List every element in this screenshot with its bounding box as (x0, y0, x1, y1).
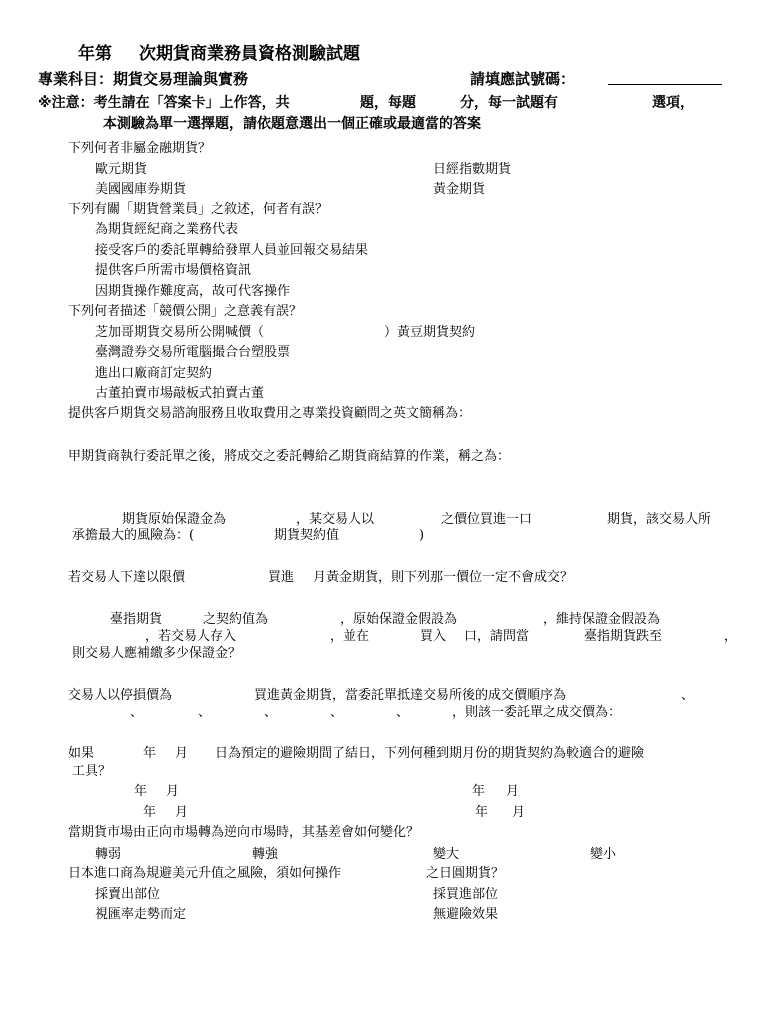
notice-part-3: 分，每一試題有 (460, 95, 558, 111)
q6-text-3: 之價位買進一口 (441, 512, 533, 527)
q10-text-4: 日為預定的避險期間了結日，下列何種到期月份的期貨契約為較適合的避險 (215, 746, 645, 761)
notice-part-2: 題，每題 (360, 95, 416, 111)
q7-text-1: 若交易人下達以限價 (68, 570, 186, 585)
q3-option-d: 古董拍賣市場敲板式拍賣古董 (95, 386, 265, 401)
q3-stem: 下列何者描述「競價公開」之意義有誤？ (68, 304, 303, 319)
q9-separator: 、 (330, 705, 344, 720)
q8-text-1: 臺指期貨 (110, 612, 163, 627)
q10-option-b-year: 年 (472, 784, 486, 799)
q12-option-b: 採買進部位 (433, 887, 499, 902)
q9-text-4: ，則該一委託單之成交價為： (452, 705, 622, 720)
exam-number-label: 請填應試號碼： (470, 70, 576, 88)
q8-text-5: ，若交易人存入 (145, 629, 237, 644)
q10-text-5: 工具？ (72, 764, 112, 779)
q10-text-2: 年 (143, 746, 157, 761)
q6-text-5: 承擔最大的風險為：( (72, 528, 195, 543)
q11-option-b: 轉強 (252, 847, 279, 862)
q1-option-d: 黃金期貨 (433, 182, 486, 197)
q9-text-3: 、 (681, 688, 695, 703)
instruction: 本測驗為單一選擇題，請依題意選出一個正確或最適當的答案 (103, 116, 481, 132)
q10-option-a-year: 年 (134, 784, 148, 799)
q8-text-4: ，維持保證金假設為 (543, 612, 661, 627)
q9-text-1: 交易人以停損價為 (68, 688, 173, 703)
q2-option-c: 提供客戶所需市場價格資訊 (95, 263, 252, 278)
q2-option-d: 因期貨操作難度高，故可代客操作 (95, 284, 291, 299)
q6-text-7: ) (419, 528, 425, 543)
q10-option-d-year: 年 (475, 805, 489, 820)
q2-option-a: 為期貨經紀商之業務代表 (95, 222, 239, 237)
q7-text-2: 買進 (268, 570, 295, 585)
q6-text-4: 期貨，該交易人所 (607, 512, 712, 527)
q1-stem: 下列何者非屬金融期貨？ (68, 141, 212, 156)
notice-part-1: ※注意：考生請在「答案卡」上作答，共 (38, 95, 290, 111)
q1-option-b: 日經指數期貨 (433, 162, 512, 177)
q12-stem-part1: 日本進口商為規避美元升值之風險，須如何操作 (68, 866, 342, 881)
q9-text-2: 買進黃金期貨，當委託單抵達交易所後的成交價順序為 (254, 688, 567, 703)
q5-stem: 甲期貨商執行委託單之後，將成交之委託轉給乙期貨商結算的作業，稱之為： (68, 449, 511, 464)
q10-text-3: 月 (175, 746, 189, 761)
q1-option-c: 美國國庫券期貨 (95, 182, 187, 197)
q8-text-11: 則交易人應補繳多少保證金？ (72, 646, 242, 661)
q6-text-6: 期貨契約值 (274, 528, 340, 543)
q10-option-a-month: 月 (166, 784, 180, 799)
q12-option-a: 採賣出部位 (95, 887, 161, 902)
q1-option-a: 歐元期貨 (95, 162, 148, 177)
q10-option-c-year: 年 (143, 805, 157, 820)
q11-option-a: 轉弱 (95, 847, 122, 862)
q12-option-c: 視匯率走勢而定 (95, 907, 187, 922)
q7-text-3: 月黃金期貨，則下列那一價位一定不會成交？ (313, 570, 574, 585)
notice-part-4: 選項， (652, 95, 694, 111)
q3-option-c: 進出口廠商訂定契約 (95, 366, 213, 381)
q12-stem-part2: 之日圓期貨？ (426, 866, 505, 881)
q3-option-a-part2: ）黃豆期貨契約 (384, 325, 476, 340)
exam-number-field[interactable] (608, 84, 722, 85)
q8-text-6: ，並在 (330, 629, 370, 644)
q9-separator: 、 (198, 705, 212, 720)
q9-separator: 、 (264, 705, 278, 720)
q10-option-b-month: 月 (506, 784, 520, 799)
q8-text-3: ，原始保證金假設為 (340, 612, 458, 627)
q10-option-c-month: 月 (175, 805, 189, 820)
q10-option-d-month: 月 (512, 805, 526, 820)
q8-text-2: 之契約值為 (203, 612, 269, 627)
q8-text-10: ， (724, 629, 738, 644)
q8-text-8: 口，請問當 (464, 629, 530, 644)
q2-stem: 下列有關「期貨營業員」之敘述，何者有誤？ (68, 202, 329, 217)
q8-text-9: 臺指期貨跌至 (584, 629, 663, 644)
q3-option-b: 臺灣證券交易所電腦撮合台塑股票 (95, 345, 291, 360)
page-title: 次期貨商業務員資格測驗試題 (139, 44, 360, 64)
q11-stem: 當期貨市場由正向市場轉為逆向市場時，其基差會如何變化？ (68, 825, 420, 840)
q12-option-d: 無避險效果 (433, 907, 499, 922)
q11-option-c: 變大 (433, 847, 460, 862)
q10-text-1: 如果 (68, 746, 95, 761)
q3-option-a-part1: 芝加哥期貨交易所公開喊價（ (95, 325, 265, 340)
q8-text-7: 買入 (420, 629, 447, 644)
q9-separator: 、 (130, 705, 144, 720)
q2-option-b: 接受客戶的委託單轉給發單人員並回報交易結果 (95, 243, 369, 258)
q4-stem: 提供客戶期貨交易諮詢服務且收取費用之專業投資顧問之英文簡稱為： (68, 406, 472, 421)
title-year-prefix: 年第 (78, 44, 112, 64)
subject-label: 專業科目：期貨交易理論與實務 (38, 70, 249, 88)
q11-option-d: 變小 (590, 847, 617, 862)
q6-text-2: ，某交易人以 (296, 512, 375, 527)
q9-separator: 、 (396, 705, 410, 720)
q6-text-1: 期貨原始保證金為 (122, 512, 227, 527)
